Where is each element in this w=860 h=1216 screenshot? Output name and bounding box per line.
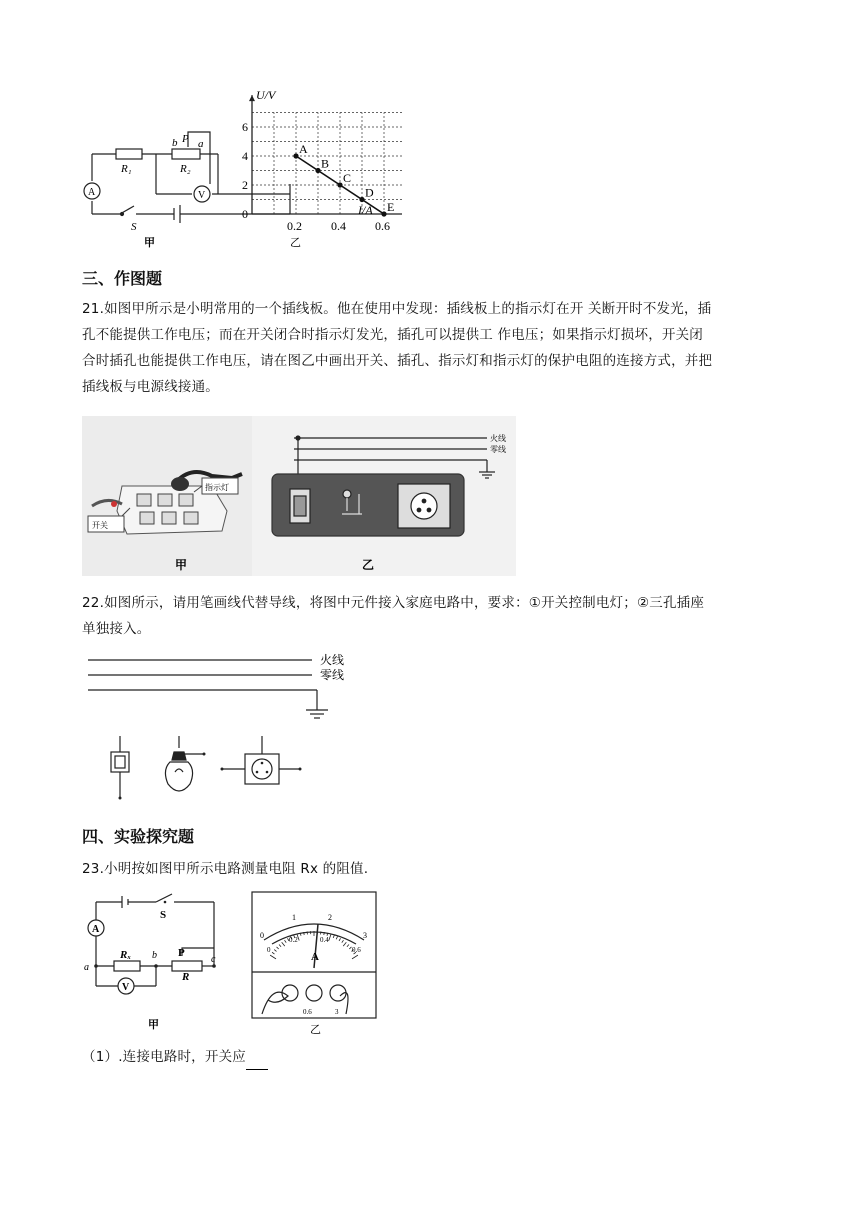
switch-s-label: S bbox=[131, 221, 137, 233]
light-bulb-icon bbox=[165, 736, 204, 791]
x-tick-label: 0.6 bbox=[375, 219, 390, 233]
q21-line: 21.如图甲所示是小明常用的一个插线板。他在使用中发现：插线板上的指示灯在开 关断开时不发光，插 bbox=[82, 301, 712, 317]
q21-figure bbox=[82, 416, 516, 576]
q21-text bbox=[82, 296, 782, 400]
meter-tick bbox=[352, 955, 358, 959]
tag-indicator-light: 指示灯 bbox=[205, 483, 229, 492]
q21-line: 插线板与电源线接通。 bbox=[82, 379, 219, 395]
q23-circuit-diagram bbox=[88, 894, 214, 994]
q21-label-jia: 甲 bbox=[175, 558, 188, 572]
y-axis-arrow bbox=[249, 95, 255, 101]
data-point-label-e: E bbox=[387, 200, 395, 214]
q22-neutral-line-label: 零线 bbox=[320, 668, 345, 682]
data-point-label-c: C bbox=[343, 171, 352, 185]
answer-blank[interactable] bbox=[246, 1055, 268, 1070]
q23-ammeter-label: A bbox=[92, 924, 100, 935]
y-axis-label: U/V bbox=[256, 88, 276, 102]
meter-tick bbox=[270, 955, 276, 959]
q21-figure-panel bbox=[82, 416, 516, 576]
meter-tick bbox=[272, 952, 274, 954]
q23-voltmeter-label: V bbox=[122, 982, 130, 993]
q22-figure bbox=[82, 648, 382, 808]
section-4-title: 四、实验探究题 bbox=[82, 827, 195, 846]
q22-line: 22.如图所示，请用笔画线代替导线，将图中元件接入家庭电路中，要求：①开关控制电灯；②三孔插座 bbox=[82, 595, 705, 611]
y-tick-label: 4 bbox=[242, 149, 248, 163]
bottom-scale-1: 0.2 bbox=[289, 936, 298, 944]
u-i-graph bbox=[242, 95, 402, 233]
q23-label-yi: 乙 bbox=[310, 1024, 321, 1036]
data-point-a bbox=[293, 153, 298, 158]
meter-tick bbox=[336, 937, 337, 940]
slider-p-label: P bbox=[182, 133, 189, 145]
bottom-scale-0: 0 bbox=[267, 946, 271, 954]
q23-subquestion-1 bbox=[82, 1044, 268, 1070]
r2-rheostat bbox=[172, 149, 200, 159]
q22-fire-line-label: 火线 bbox=[320, 653, 345, 667]
data-point-e bbox=[381, 211, 386, 216]
bottom-scale-3: 0.6 bbox=[352, 946, 361, 954]
node-b-label: b bbox=[152, 950, 157, 961]
top-scale-2: 2 bbox=[328, 913, 332, 922]
meter-tick bbox=[333, 935, 334, 938]
tag-switch: 开关 bbox=[92, 521, 108, 530]
meter-tick bbox=[343, 942, 346, 946]
q20-circuit-diagram bbox=[84, 132, 290, 223]
data-point-b bbox=[315, 168, 320, 173]
fire-line-label: 火线 bbox=[490, 434, 506, 443]
q21-line: 孔不能提供工作电压；而在开关闭合时指示灯发光，插孔可以提供工 作电压；如果指示灯损坏，开关闭 bbox=[82, 327, 703, 343]
r1-label: R₁ bbox=[121, 163, 132, 175]
bottom-scale-2: 0.4 bbox=[320, 936, 329, 944]
meter-tick bbox=[342, 940, 344, 942]
data-point-label-d: D bbox=[365, 185, 374, 200]
neutral-line-label: 零线 bbox=[490, 445, 506, 454]
terminal-b-label: b bbox=[172, 137, 178, 149]
q20-figure bbox=[82, 84, 402, 254]
y-tick-label: 2 bbox=[242, 178, 248, 192]
x-axis-label: I/A bbox=[358, 203, 373, 217]
rx-resistor bbox=[114, 961, 140, 971]
meter-unit-label: A bbox=[311, 951, 319, 963]
node-c-label: c bbox=[211, 954, 216, 965]
meter-tick bbox=[285, 940, 287, 942]
wiring-board-diagram bbox=[252, 416, 516, 576]
power-strip-photo bbox=[82, 416, 252, 576]
p-label: P bbox=[178, 947, 185, 959]
q21-label-yi: 乙 bbox=[362, 558, 375, 572]
terminal-minus: - bbox=[286, 981, 289, 989]
meter-tick bbox=[274, 950, 276, 952]
q22-text bbox=[82, 590, 782, 642]
r-label: R bbox=[182, 971, 190, 983]
q23-figure bbox=[82, 888, 382, 1038]
q23-sub1-text: （1）.连接电路时，开关应 bbox=[82, 1049, 246, 1065]
q23-text: 23.小明按如图甲所示电路测量电阻 Rx 的阻值. bbox=[82, 861, 369, 877]
meter-tick bbox=[347, 945, 349, 947]
top-scale-3: 3 bbox=[363, 931, 367, 940]
x-tick-label: 0.2 bbox=[287, 219, 302, 233]
data-point-label-a: A bbox=[299, 142, 308, 156]
data-point-d bbox=[359, 197, 364, 202]
terminal-a-label: a bbox=[198, 138, 204, 150]
top-scale-0: 0 bbox=[260, 931, 264, 940]
x-tick-label: 0.4 bbox=[331, 219, 346, 233]
top-scale-1: 1 bbox=[292, 913, 296, 922]
meter-tick bbox=[277, 947, 279, 949]
data-point-c bbox=[337, 182, 342, 187]
voltmeter-label: V bbox=[198, 190, 206, 201]
graph-label-yi: 乙 bbox=[290, 237, 301, 249]
wall-switch-icon bbox=[111, 736, 129, 798]
data-point-label-b: B bbox=[321, 156, 330, 171]
y-tick-label: 6 bbox=[242, 120, 248, 134]
meter-tick bbox=[339, 938, 341, 941]
y-tick-label: 0 bbox=[242, 207, 248, 221]
node-a-label: a bbox=[84, 962, 89, 973]
r-rheostat bbox=[172, 961, 202, 971]
meter-tick bbox=[329, 934, 331, 941]
r2-label: R₂ bbox=[180, 163, 191, 175]
ammeter-label: A bbox=[88, 187, 96, 198]
meter-tick bbox=[279, 945, 281, 947]
three-pin-socket-icon bbox=[222, 736, 300, 784]
q23-switch-label: S bbox=[160, 909, 167, 921]
terminal-0-6: 0.6 bbox=[303, 1008, 312, 1016]
meter-tick bbox=[282, 942, 285, 946]
section-3-title: 三、作图题 bbox=[82, 269, 163, 288]
r1-resistor bbox=[116, 149, 142, 159]
q22-line: 单独接入。 bbox=[82, 621, 151, 637]
q21-line: 合时插孔也能提供工作电压，请在图乙中画出开关、插孔、指示灯和指示灯的保护电阻的连接方式，并把 bbox=[82, 353, 713, 369]
rx-label: Rₓ bbox=[120, 949, 132, 961]
terminal-3: 3 bbox=[335, 1008, 339, 1016]
q23-label-jia: 甲 bbox=[148, 1019, 159, 1031]
circuit-label-jia: 甲 bbox=[144, 237, 155, 249]
